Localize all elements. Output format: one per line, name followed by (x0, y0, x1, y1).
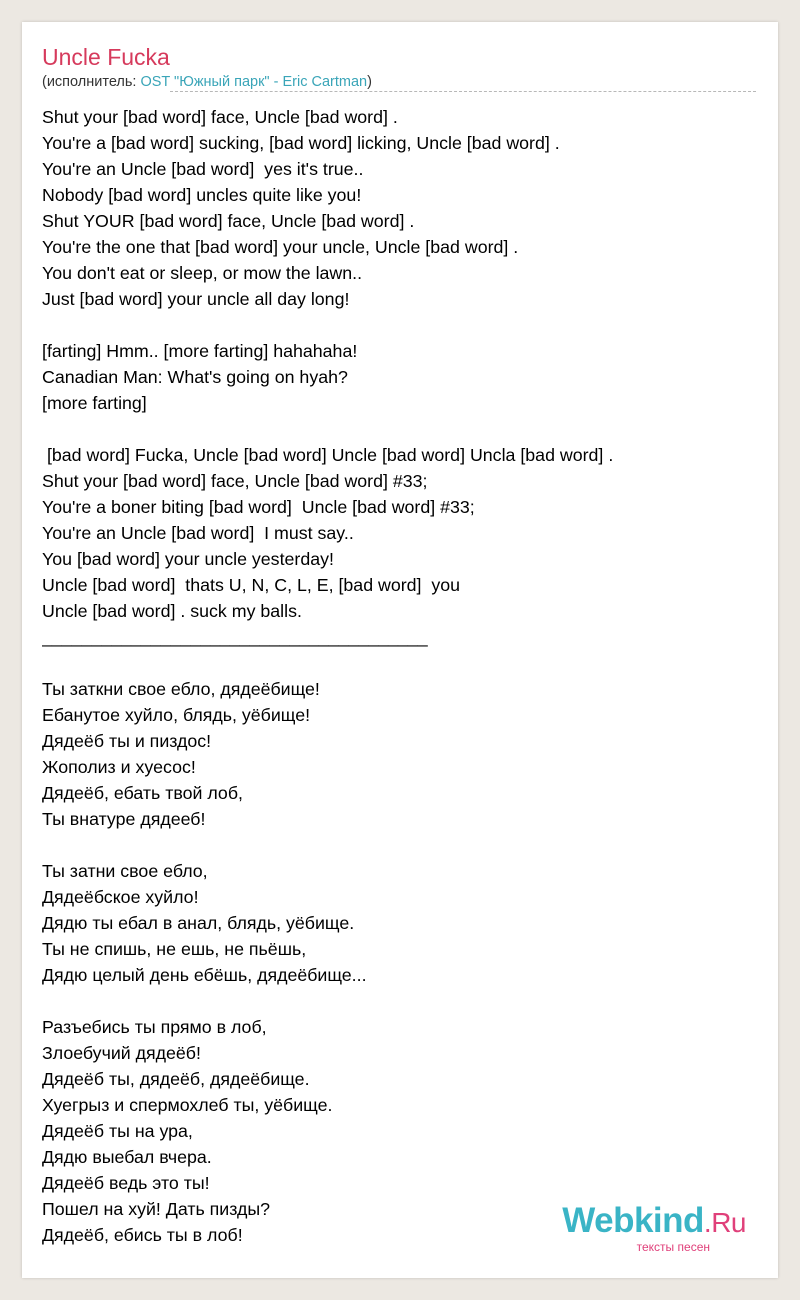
lyric-line (42, 988, 762, 1014)
lyric-line: Дядю целый день ебёшь, дядеёбище... (42, 965, 367, 985)
lyric-line (42, 832, 762, 858)
lyric-line: Ты затни свое ебло, (42, 861, 208, 881)
lyric-line: You're an Uncle [bad word] I must say.. (42, 523, 354, 543)
logo-wordmark (562, 1203, 746, 1241)
artist-suffix: ) (367, 74, 372, 90)
lyric-line: Ты внатуре дядееб! (42, 809, 206, 829)
lyric-line: Пошел на хуй! Дать пизды? (42, 1199, 271, 1219)
lyric-line: Shut your [bad word] face, Uncle [bad word] . (42, 107, 398, 127)
lyric-line: Nobody [bad word] uncles quite like you! (42, 185, 362, 205)
artist-prefix: (исполнитель: (42, 74, 141, 90)
lyric-line (42, 650, 762, 676)
lyrics-card (22, 22, 778, 1278)
lyric-line: Дядеёбское хуйло! (42, 887, 199, 907)
lyric-line: Ты не спишь, не ешь, не пьёшь, (42, 939, 307, 959)
lyric-line: Uncle [bad word] . suck my balls. (42, 601, 302, 621)
lyric-line: [more farting] (42, 393, 147, 413)
lyric-line: Canadian Man: What's going on hyah? (42, 367, 348, 387)
lyric-line (42, 312, 762, 338)
lyric-line: [farting] Hmm.. [more farting] hahahaha! (42, 341, 358, 361)
lyric-line: You're the one that [bad word] your uncle, Uncle [bad word] . (42, 237, 519, 257)
lyric-line: Дядю ты ебал в анал, блядь, уёбище. (42, 913, 355, 933)
artist-link[interactable]: OST "Южный парк" - Eric Cartman (140, 74, 368, 90)
lyric-line: Дядеёб ты, дядеёб, дядеёбище. (42, 1069, 310, 1089)
lyric-line: Дядю выебал вчера. (42, 1147, 212, 1167)
lyric-line: Дядеёб, ебать твой лоб, (42, 783, 243, 803)
lyric-line: Shut YOUR [bad word] face, Uncle [bad word] . (42, 211, 415, 231)
lyric-line: Дядеёб ты и пиздос! (42, 731, 212, 751)
site-logo[interactable] (562, 1203, 746, 1253)
lyric-line: You don't eat or sleep, or mow the lawn.. (42, 263, 363, 283)
lyric-line: Uncle [bad word] thats U, N, C, L, E, [bad word] you (42, 575, 461, 595)
lyric-line: Разъебись ты прямо в лоб, (42, 1017, 267, 1037)
lyric-line: Ебанутое хуйло, блядь, уёбище! (42, 705, 311, 725)
lyric-line: [bad word] Fucka, Uncle [bad word] Uncle [bad word] Uncla [bad word] . (42, 445, 614, 465)
lyric-line: Shut your [bad word] face, Uncle [bad word] #33; (42, 471, 428, 491)
lyric-line: Дядеёб ведь это ты! (42, 1173, 210, 1193)
lyric-line (42, 416, 762, 442)
lyric-line: Жополиз и хуесос! (42, 757, 196, 777)
lyric-line: _______________________________________ (42, 627, 428, 647)
lyric-line: Ты заткни свое ебло, дядеёбище! (42, 679, 320, 699)
lyric-line: You [bad word] your uncle yesterday! (42, 549, 334, 569)
lyric-line: Хуегрыз и спермохлеб ты, уёбище. (42, 1095, 333, 1115)
logo-suffix: .Ru (703, 1207, 746, 1238)
lyrics-body (42, 104, 762, 1248)
header-divider (170, 91, 756, 92)
song-title: Uncle Fucka (42, 44, 170, 70)
lyric-line: You're a [bad word] sucking, [bad word] licking, Uncle [bad word] . (42, 133, 560, 153)
logo-tagline: тексты песен (636, 1240, 710, 1254)
lyric-line: You're an Uncle [bad word] yes it's true.. (42, 159, 364, 179)
lyric-line: Дядеёб, ебись ты в лоб! (42, 1225, 243, 1245)
lyric-line: Just [bad word] your uncle all day long! (42, 289, 350, 309)
logo-main-text: Webkind (562, 1201, 704, 1240)
lyric-line: You're a boner biting [bad word] Uncle [bad word] #33; (42, 497, 475, 517)
artist-line (42, 72, 372, 92)
lyric-line: Дядеёб ты на ура, (42, 1121, 193, 1141)
lyric-line: Злоебучий дядеёб! (42, 1043, 201, 1063)
